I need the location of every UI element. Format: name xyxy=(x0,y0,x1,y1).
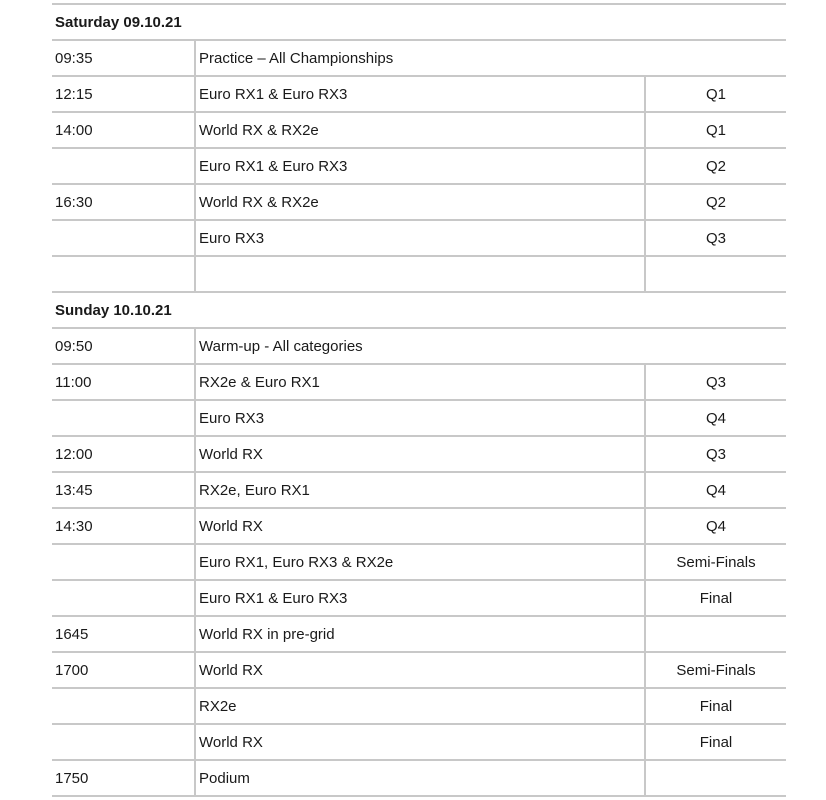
schedule-row xyxy=(52,759,786,795)
event-cell: World RX in pre-grid xyxy=(194,617,644,651)
session-cell: Q4 xyxy=(644,509,786,543)
schedule-row xyxy=(52,363,786,399)
time-cell: 14:00 xyxy=(55,121,93,139)
time-cell xyxy=(52,257,194,291)
schedule-row xyxy=(52,579,786,615)
event-cell: World RX & RX2e xyxy=(194,185,644,219)
time-cell: 12:15 xyxy=(55,85,93,103)
schedule-row xyxy=(52,75,786,111)
day-header xyxy=(52,291,786,327)
session-cell xyxy=(644,761,786,795)
event-cell: RX2e & Euro RX1 xyxy=(194,365,644,399)
day-title: Sunday 10.10.21 xyxy=(55,301,172,319)
session-cell: Q4 xyxy=(644,401,786,435)
event-cell: RX2e xyxy=(194,689,644,723)
schedule-row xyxy=(52,507,786,543)
schedule-row xyxy=(52,543,786,579)
time-cell: 1700 xyxy=(55,661,89,679)
time-cell xyxy=(52,545,194,579)
time-cell xyxy=(52,401,194,435)
session-cell: Q2 xyxy=(644,185,786,219)
event-cell: Euro RX1 & Euro RX3 xyxy=(194,77,644,111)
event-cell: World RX & RX2e xyxy=(194,113,644,147)
time-cell: 16:30 xyxy=(55,193,93,211)
time-cell xyxy=(52,221,194,255)
session-cell: Q2 xyxy=(644,149,786,183)
session-cell: Q3 xyxy=(644,221,786,255)
session-cell: Final xyxy=(644,689,786,723)
schedule-row xyxy=(52,183,786,219)
session-cell: Q4 xyxy=(644,473,786,507)
time-cell xyxy=(52,689,194,723)
time-cell xyxy=(52,725,194,759)
event-cell: RX2e, Euro RX1 xyxy=(194,473,644,507)
session-cell: Q1 xyxy=(644,77,786,111)
schedule-row xyxy=(52,687,786,723)
event-cell xyxy=(194,257,644,291)
session-cell: Q3 xyxy=(644,365,786,399)
session-cell: Final xyxy=(644,725,786,759)
time-cell: 09:35 xyxy=(55,49,93,67)
event-cell: Warm-up - All categories xyxy=(194,329,786,363)
event-cell: World RX xyxy=(194,437,644,471)
schedule-row xyxy=(52,723,786,759)
event-cell: Euro RX1, Euro RX3 & RX2e xyxy=(194,545,644,579)
schedule-row xyxy=(52,399,786,435)
time-cell xyxy=(52,581,194,615)
session-cell: Final xyxy=(644,581,786,615)
session-cell xyxy=(644,257,786,291)
event-schedule xyxy=(52,3,786,797)
session-cell: Q1 xyxy=(644,113,786,147)
time-cell: 09:50 xyxy=(55,337,93,355)
event-cell: Euro RX3 xyxy=(194,221,644,255)
time-cell: 1750 xyxy=(55,769,89,787)
schedule-row xyxy=(52,255,786,291)
time-cell: 14:30 xyxy=(55,517,93,535)
session-cell xyxy=(644,617,786,651)
event-cell: Euro RX1 & Euro RX3 xyxy=(194,149,644,183)
time-cell xyxy=(52,149,194,183)
schedule-row xyxy=(52,435,786,471)
time-cell: 13:45 xyxy=(55,481,93,499)
event-cell: World RX xyxy=(194,653,644,687)
schedule-row xyxy=(52,327,786,363)
event-cell: Euro RX1 & Euro RX3 xyxy=(194,581,644,615)
schedule-row xyxy=(52,615,786,651)
schedule-row xyxy=(52,147,786,183)
table-bottom-rule xyxy=(52,795,786,797)
day-title: Saturday 09.10.21 xyxy=(55,13,182,31)
time-cell: 11:00 xyxy=(55,373,92,391)
day-header xyxy=(52,3,786,39)
schedule-row xyxy=(52,111,786,147)
event-cell: World RX xyxy=(194,509,644,543)
time-cell: 12:00 xyxy=(55,445,93,463)
event-cell: World RX xyxy=(194,725,644,759)
schedule-row xyxy=(52,471,786,507)
schedule-row xyxy=(52,651,786,687)
session-cell: Semi-Finals xyxy=(644,545,786,579)
event-cell: Practice – All Championships xyxy=(194,41,786,75)
time-cell: 1645 xyxy=(55,625,89,643)
session-cell: Q3 xyxy=(644,437,786,471)
schedule-row xyxy=(52,39,786,75)
schedule-row xyxy=(52,219,786,255)
event-cell: Podium xyxy=(194,761,644,795)
session-cell: Semi-Finals xyxy=(644,653,786,687)
event-cell: Euro RX3 xyxy=(194,401,644,435)
